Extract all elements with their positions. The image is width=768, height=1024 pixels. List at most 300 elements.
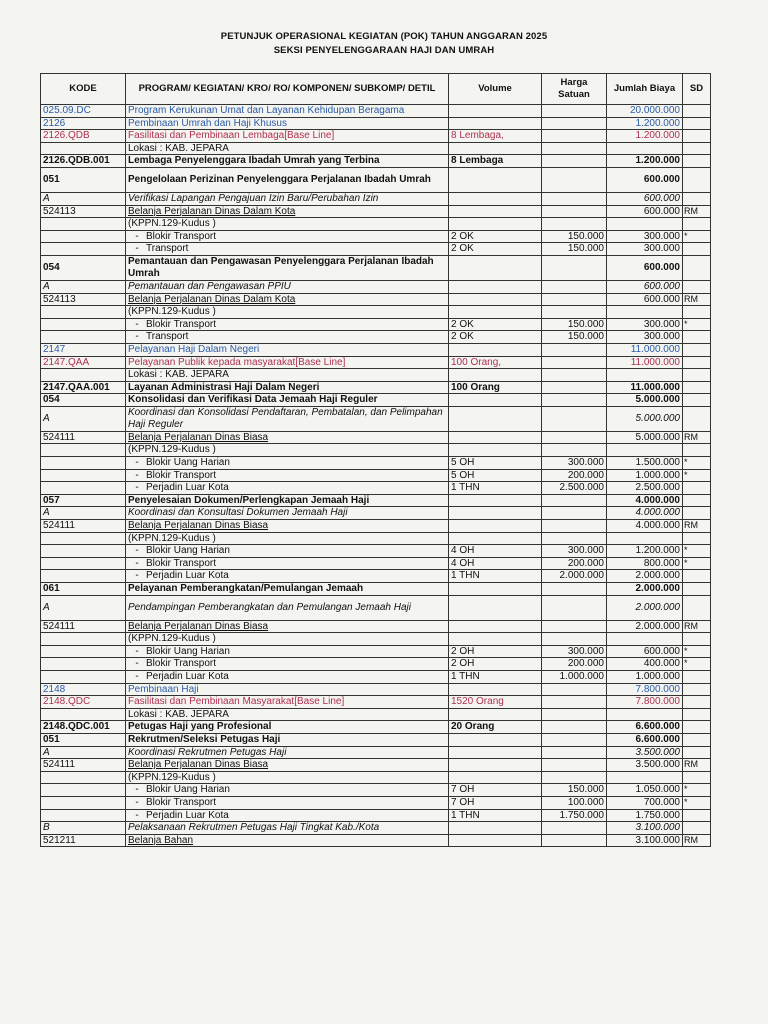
row-description [126,696,449,709]
row-description-text: Pemantauan dan Pengawasan Penyelenggara Perjalanan Ibadah Umrah [128,256,434,279]
row-volume: 2 OK [449,230,542,243]
bullet-dash: - [135,469,139,481]
bullet-dash: - [135,331,139,343]
header-volume: Volume [449,74,542,105]
header-jumlah-biaya: Jumlah Biaya [607,74,683,105]
row-description [126,381,449,394]
row-harga-satuan [542,406,607,431]
row-harga-satuan [542,167,607,192]
row-jumlah-biaya: 4.000.000 [607,507,683,520]
row-kode [41,142,126,155]
row-harga-satuan [542,444,607,457]
row-kode: A [41,595,126,620]
table-row [41,318,711,331]
row-sd [683,683,711,696]
row-volume: 100 Orang, [449,356,542,369]
row-jumlah-biaya [607,369,683,382]
row-jumlah-biaya [607,771,683,784]
row-description-text: Blokir Transport [146,230,217,242]
row-harga-satuan [542,733,607,746]
row-jumlah-biaya [607,306,683,319]
pok-table [40,73,711,847]
row-sd [683,142,711,155]
row-jumlah-biaya: 3.100.000 [607,834,683,847]
row-harga-satuan [542,822,607,835]
table-row [41,331,711,344]
table-row [41,557,711,570]
row-description [126,796,449,809]
row-jumlah-biaya: 11.000.000 [607,343,683,356]
row-sd [683,167,711,192]
row-kode [41,658,126,671]
row-kode: 2126.QDB [41,130,126,143]
row-jumlah-biaya: 1.750.000 [607,809,683,822]
row-kode: 025.09.DC [41,105,126,118]
row-sd [683,369,711,382]
row-kode: 054 [41,255,126,280]
row-kode: 2148 [41,683,126,696]
row-description [126,457,449,470]
document-title: PETUNJUK OPERASIONAL KEGIATAN (POK) TAHUN ANGGARAN 2025 [220,31,548,42]
row-sd [683,192,711,205]
row-description [126,431,449,444]
row-kode: 2126 [41,117,126,130]
row-description-text: Perjadin Luar Kota [146,570,229,582]
row-harga-satuan: 150.000 [542,318,607,331]
row-volume [449,733,542,746]
row-description-text: Verifikasi Lapangan Pengajuan Izin Baru/Perubahan Izin [128,192,379,204]
row-volume: 20 Orang [449,721,542,734]
row-harga-satuan [542,255,607,280]
row-volume: 7 OH [449,784,542,797]
row-kode: 061 [41,583,126,596]
row-kode: 2147.QAA.001 [41,381,126,394]
row-description [126,759,449,772]
row-description-text: Lokasi : KAB. JEPARA [128,708,229,720]
row-volume: 1 THN [449,570,542,583]
row-sd [683,583,711,596]
row-description-text: Blokir Transport [146,658,217,670]
row-description-text: Blokir Uang Harian [146,545,230,557]
row-jumlah-biaya: 600.000 [607,205,683,218]
row-jumlah-biaya: 600.000 [607,293,683,306]
row-description-text: Transport [146,243,189,255]
row-description-text: (KPPN.129-Kudus ) [128,771,216,783]
row-description-text: Fasilitasi dan Pembinaan Lembaga[Base Line] [128,130,335,142]
row-jumlah-biaya: 11.000.000 [607,356,683,369]
bullet-dash: - [135,570,139,582]
row-description-text: Koordinasi Rekrutmen Petugas Haji [128,746,287,758]
row-sd: * [683,645,711,658]
row-description [126,167,449,192]
row-jumlah-biaya: 1.050.000 [607,784,683,797]
header-kode: KODE [41,74,126,105]
row-description-text: Koordinasi dan Konsultasi Dokumen Jemaah Haji [128,507,348,519]
row-description-text: Belanja Perjalanan Dinas Biasa [128,759,269,771]
table-row [41,369,711,382]
row-kode: A [41,406,126,431]
row-volume: 5 OH [449,457,542,470]
row-description-text: (KPPN.129-Kudus ) [128,633,216,645]
row-description-text: Pengelolaan Perizinan Penyelenggara Perjalanan Ibadah Umrah [128,174,431,186]
row-description [126,280,449,293]
table-row [41,356,711,369]
row-description [126,520,449,533]
row-kode [41,482,126,495]
row-jumlah-biaya: 1.200.000 [607,545,683,558]
row-jumlah-biaya: 20.000.000 [607,105,683,118]
table-row [41,230,711,243]
row-jumlah-biaya: 5.000.000 [607,406,683,431]
row-kode: A [41,280,126,293]
table-row [41,683,711,696]
row-description [126,394,449,407]
row-harga-satuan: 200.000 [542,469,607,482]
row-harga-satuan [542,280,607,293]
row-kode: 2147 [41,343,126,356]
table-row [41,130,711,143]
row-description [126,318,449,331]
row-description [126,230,449,243]
row-description [126,633,449,646]
row-description-text: Layanan Administrasi Haji Dalam Negeri [128,381,320,393]
row-jumlah-biaya: 600.000 [607,645,683,658]
row-sd [683,696,711,709]
row-harga-satuan [542,218,607,231]
bullet-dash: - [135,796,139,808]
table-row [41,733,711,746]
row-sd: RM [683,620,711,633]
row-description [126,733,449,746]
row-description-text: Blokir Uang Harian [146,645,230,657]
row-kode [41,633,126,646]
table-row [41,205,711,218]
row-jumlah-biaya: 5.000.000 [607,431,683,444]
table-row [41,784,711,797]
row-sd [683,595,711,620]
row-description-text: Pendampingan Pemberangkatan dan Pemulangan Jemaah Haji [128,601,411,613]
row-description-text: (KPPN.129-Kudus ) [128,532,216,544]
row-volume [449,117,542,130]
row-volume [449,280,542,293]
header-program: PROGRAM/ KEGIATAN/ KRO/ RO/ KOMPONEN/ SUBKOMP/ DETIL [126,74,449,105]
table-row [41,633,711,646]
row-description-text: Pemantauan dan Pengawasan PPIU [128,280,291,292]
row-volume [449,369,542,382]
row-jumlah-biaya [607,218,683,231]
table-row [41,444,711,457]
table-row [41,293,711,306]
row-kode: 2147.QAA [41,356,126,369]
row-description [126,809,449,822]
row-volume [449,771,542,784]
row-harga-satuan: 100.000 [542,796,607,809]
row-sd [683,733,711,746]
row-harga-satuan [542,696,607,709]
row-description [126,557,449,570]
row-kode [41,557,126,570]
row-description [126,331,449,344]
row-volume [449,105,542,118]
row-sd [683,130,711,143]
table-row [41,670,711,683]
row-description-text: Pelayanan Haji Dalam Negeri [128,343,260,355]
row-description-text: Lokasi : KAB. JEPARA [128,369,229,381]
row-description-text: Belanja Perjalanan Dinas Biasa [128,431,269,443]
row-sd [683,482,711,495]
table-row [41,771,711,784]
row-sd [683,708,711,721]
row-volume [449,431,542,444]
row-volume: 7 OH [449,796,542,809]
row-description [126,343,449,356]
row-description [126,708,449,721]
table-row [41,708,711,721]
row-kode [41,670,126,683]
table-row [41,105,711,118]
row-jumlah-biaya [607,142,683,155]
row-jumlah-biaya: 1.200.000 [607,130,683,143]
row-kode [41,218,126,231]
table-row [41,142,711,155]
row-harga-satuan [542,205,607,218]
row-kode: B [41,822,126,835]
row-description-text: Belanja Perjalanan Dinas Dalam Kota [128,205,296,217]
row-jumlah-biaya: 1.200.000 [607,155,683,168]
row-description [126,822,449,835]
row-jumlah-biaya: 600.000 [607,167,683,192]
row-kode: 051 [41,167,126,192]
row-jumlah-biaya: 2.000.000 [607,570,683,583]
row-description [126,583,449,596]
row-jumlah-biaya: 300.000 [607,318,683,331]
row-description-text: Pembinaan Umrah dan Haji Khusus [128,117,287,129]
row-description [126,155,449,168]
table-row [41,822,711,835]
row-description [126,645,449,658]
row-harga-satuan [542,721,607,734]
row-sd: * [683,545,711,558]
row-description [126,670,449,683]
row-jumlah-biaya: 700.000 [607,796,683,809]
row-harga-satuan [542,759,607,772]
row-sd: * [683,457,711,470]
row-volume [449,167,542,192]
table-row [41,192,711,205]
row-volume: 2 OK [449,318,542,331]
table-row [41,759,711,772]
table-row [41,343,711,356]
row-description-text: Pembinaan Haji [128,683,199,695]
table-row [41,595,711,620]
row-sd [683,771,711,784]
table-row [41,155,711,168]
row-sd: * [683,796,711,809]
row-jumlah-biaya: 300.000 [607,243,683,256]
row-kode [41,708,126,721]
row-description [126,494,449,507]
row-harga-satuan [542,130,607,143]
row-sd [683,280,711,293]
row-jumlah-biaya: 7.800.000 [607,696,683,709]
row-jumlah-biaya: 7.800.000 [607,683,683,696]
row-description-text: Perjadin Luar Kota [146,809,229,821]
table-row [41,545,711,558]
row-harga-satuan [542,683,607,696]
table-row [41,394,711,407]
row-jumlah-biaya: 6.600.000 [607,733,683,746]
row-volume: 2 OH [449,658,542,671]
row-sd [683,809,711,822]
row-volume: 2 OK [449,243,542,256]
row-harga-satuan [542,746,607,759]
row-jumlah-biaya: 1.000.000 [607,469,683,482]
header-harga-satuan: Harga Satuan [542,74,607,105]
bullet-dash: - [135,645,139,657]
row-harga-satuan [542,142,607,155]
row-sd: RM [683,759,711,772]
row-description [126,746,449,759]
row-description-text: (KPPN.129-Kudus ) [128,444,216,456]
row-harga-satuan [542,431,607,444]
table-row [41,721,711,734]
row-description-text: (KPPN.129-Kudus ) [128,306,216,318]
row-sd: RM [683,520,711,533]
row-kode: 524113 [41,293,126,306]
table-row [41,570,711,583]
table-row [41,482,711,495]
row-harga-satuan: 300.000 [542,545,607,558]
row-jumlah-biaya: 4.000.000 [607,520,683,533]
table-row [41,746,711,759]
bullet-dash: - [135,457,139,469]
row-jumlah-biaya: 11.000.000 [607,381,683,394]
table-row [41,306,711,319]
row-harga-satuan [542,633,607,646]
row-harga-satuan [542,155,607,168]
row-volume [449,192,542,205]
row-sd [683,721,711,734]
table-row [41,255,711,280]
row-volume [449,708,542,721]
row-kode: 2148.QDC.001 [41,721,126,734]
row-description-text: Pelayanan Publik kepada masyarakat[Base Line] [128,356,346,368]
row-jumlah-biaya: 2.000.000 [607,595,683,620]
row-description-text: Perjadin Luar Kota [146,482,229,494]
row-jumlah-biaya: 2.000.000 [607,583,683,596]
row-kode: 054 [41,394,126,407]
table-body [41,105,711,847]
row-volume [449,293,542,306]
row-description-text: Pelayanan Pemberangkatan/Pemulangan Jemaah [128,583,364,594]
row-description-text: Blokir Transport [146,318,217,330]
table-row [41,796,711,809]
row-harga-satuan [542,520,607,533]
row-kode: 521211 [41,834,126,847]
bullet-dash: - [135,784,139,796]
row-kode [41,457,126,470]
row-jumlah-biaya: 400.000 [607,658,683,671]
row-harga-satuan [542,306,607,319]
row-kode [41,784,126,797]
row-harga-satuan: 200.000 [542,557,607,570]
row-harga-satuan [542,771,607,784]
row-volume [449,507,542,520]
row-jumlah-biaya [607,708,683,721]
table-row [41,620,711,633]
row-description-text: Belanja Perjalanan Dinas Biasa [128,520,269,532]
row-description-text: Koordinasi dan Konsolidasi Pendaftaran, Pembatalan, dan Pelimpahan Haji Reguler [128,407,443,430]
row-sd [683,331,711,344]
row-sd [683,532,711,545]
row-kode [41,570,126,583]
table-row [41,457,711,470]
row-harga-satuan [542,595,607,620]
bullet-dash: - [135,809,139,821]
row-volume: 1520 Orang [449,696,542,709]
table-row [41,431,711,444]
row-harga-satuan: 200.000 [542,658,607,671]
row-description [126,532,449,545]
row-volume: 5 OH [449,469,542,482]
row-description-text: (KPPN.129-Kudus ) [128,218,216,230]
table-row [41,834,711,847]
row-sd: * [683,469,711,482]
row-volume: 100 Orang [449,381,542,394]
table-row [41,645,711,658]
document-subtitle: SEKSI PENYELENGGARAAN HAJI DAN UMRAH [273,45,495,56]
row-sd [683,822,711,835]
row-description-text: Penyelesaian Dokumen/Perlengkapan Jemaah Haji [128,494,370,506]
row-harga-satuan: 150.000 [542,230,607,243]
table-row [41,520,711,533]
row-description-text: Blokir Transport [146,469,217,481]
bullet-dash: - [135,670,139,682]
row-volume: 4 OH [449,557,542,570]
row-kode: 524111 [41,759,126,772]
row-kode: 051 [41,733,126,746]
row-volume [449,406,542,431]
row-volume [449,620,542,633]
row-kode [41,645,126,658]
row-description-text: Blokir Transport [146,557,217,569]
row-kode: 524111 [41,620,126,633]
row-description [126,721,449,734]
table-row [41,243,711,256]
row-jumlah-biaya: 4.000.000 [607,494,683,507]
row-harga-satuan: 150.000 [542,331,607,344]
row-description [126,834,449,847]
row-volume [449,683,542,696]
row-harga-satuan [542,343,607,356]
table-row [41,658,711,671]
row-description-text: Lokasi : KAB. JEPARA [128,142,229,154]
row-kode [41,230,126,243]
row-jumlah-biaya [607,444,683,457]
row-description [126,142,449,155]
row-sd: RM [683,431,711,444]
row-harga-satuan: 150.000 [542,243,607,256]
row-harga-satuan: 300.000 [542,645,607,658]
row-sd [683,343,711,356]
row-kode [41,771,126,784]
row-volume [449,583,542,596]
row-kode: 2148.QDC [41,696,126,709]
row-sd [683,444,711,457]
row-kode: 524111 [41,520,126,533]
row-harga-satuan [542,356,607,369]
row-sd [683,356,711,369]
